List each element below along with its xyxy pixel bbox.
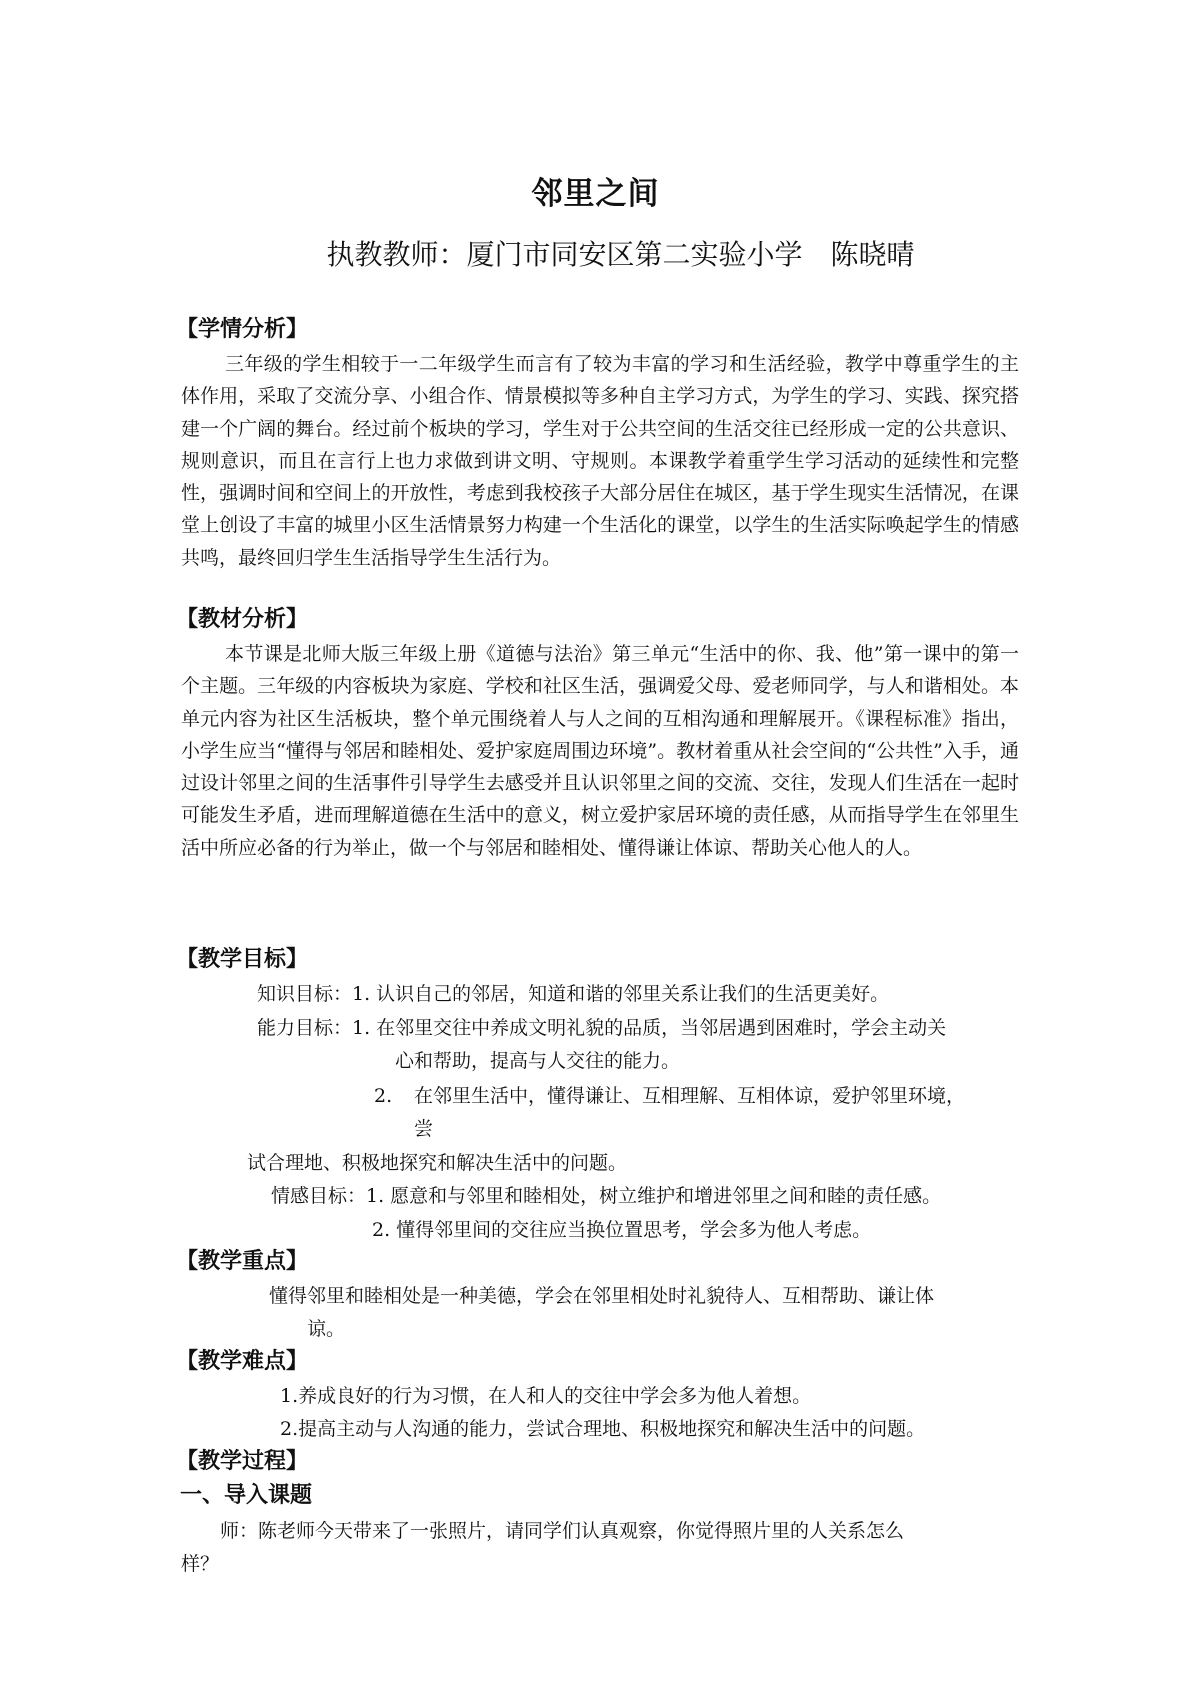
goal-ability-2c: 试合理地、积极地探究和解决生活中的问题。 (247, 1152, 628, 1174)
paragraph-student-analysis: 三年级的学生相较于一二年级学生而言有了较为丰富的学习和生活经验，教学中尊重学生的主体作用，采取了交流分享、小组合作、情景模拟等多种自主学习方式，为学生的学习、实践、探究搭建一个广阔的舞台。经过前个板块的学习，学生对于公共空间的生活交往已经形成一定的公共意识、规则意识，而且在言行上也力求做到讲文明、守规则。本课教学着重学生学习活动的延续性和完整性，强调时间和空间上的开放性，考虑到我校孩子大部分居住在城区，基于学生现实生活情况，在课堂上创设了丰富的城里小区生活情景努力构建一个生活化的课堂，以学生的生活实际唤起学生的情感共鸣，最终回归学生生活指导学生生活行为。 (181, 353, 1019, 569)
process-step-1-heading: 一、导入课题 (180, 1483, 313, 1508)
goal-emotion-1: 情感目标：1. 愿意和与邻里和睦相处，树立维护和增进邻里之间和睦的责任感。 (271, 1185, 942, 1207)
goal-ability-1b: 心和帮助，提高与人交往的能力。 (395, 1050, 681, 1072)
heading-textbook-analysis: 【教材分析】 (176, 607, 309, 632)
heading-key-points: 【教学重点】 (176, 1249, 309, 1274)
page-subtitle: 执教教师：厦门市同安区第二实验小学 陈晓晴 (326, 238, 915, 271)
process-step-1-line-a: 师：陈老师今天带来了一张照片，请同学们认真观察，你觉得照片里的人关系怎么 (220, 1520, 905, 1542)
goal-emotion-2: 2. 懂得邻里间的交往应当换位置思考，学会多为他人考虑。 (372, 1219, 872, 1241)
page-title: 邻里之间 (531, 176, 660, 212)
difficulty-item-2: 2.提高主动与人沟通的能力，尝试合理地、积极地探究和解决生活中的问题。 (280, 1418, 926, 1440)
goal-ability-2-number: 2. (374, 1085, 393, 1107)
key-point-line-b: 谅。 (307, 1318, 346, 1340)
heading-teaching-goals: 【教学目标】 (176, 947, 309, 972)
heading-student-analysis: 【学情分析】 (176, 317, 309, 342)
difficulty-item-1: 1.养成良好的行为习惯，在人和人的交往中学会多为他人着想。 (280, 1385, 812, 1407)
goal-knowledge: 知识目标：1. 认识自己的邻居，知道和谐的邻里关系让我们的生活更美好。 (257, 983, 890, 1005)
process-step-1-line-b: 样？ (181, 1553, 220, 1575)
goal-ability-1a: 能力目标：1. 在邻里交往中养成文明礼貌的品质，当邻居遇到困难时，学会主动关 (257, 1017, 947, 1039)
heading-difficulties: 【教学难点】 (176, 1349, 309, 1374)
heading-teaching-process: 【教学过程】 (176, 1449, 309, 1474)
key-point-line-a: 懂得邻里和睦相处是一种美德，学会在邻里相处时礼貌待人、互相帮助、谦让体 (269, 1285, 935, 1307)
paragraph-textbook-analysis: 本节课是北师大版三年级上册《道德与法治》第三单元“生活中的你、我、他”第一课中的第一个主题。三年级的内容板块为家庭、学校和社区生活，强调爱父母、爱老师同学，与人和谐相处。本单元内容为社区生活板块，整个单元围绕着人与人之间的互相沟通和理解展开。《课程标准》指出，小学生应当“懂得与邻居和睦相处、爱护家庭周围边环境”。教材着重从社会空间的“公共性”入手，通过设计邻里之间的生活事件引导学生去感受并且认识邻里之间的交流、交往，发现人们生活在一起时可能发生矛盾，进而理解道德在生活中的意义，树立爱护家居环境的责任感，从而指导学生在邻里生活中所应必备的行为举止，做一个与邻居和睦相处、懂得谦让体谅、帮助关心他人的人。 (181, 643, 1019, 859)
goal-ability-2b: 尝 (414, 1118, 434, 1140)
goal-ability-2a: 在邻里生活中，懂得谦让、互相理解、互相体谅，爱护邻里环境， (414, 1085, 966, 1107)
